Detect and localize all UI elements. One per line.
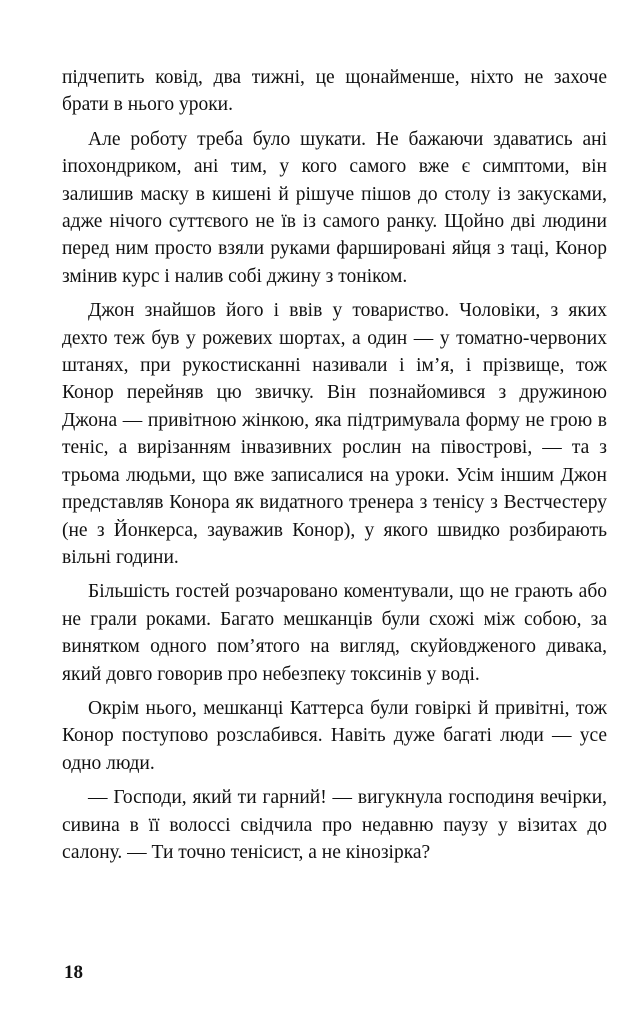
body-text (62, 64, 607, 866)
paragraph: Джон знайшов його і ввів у товариство. Чоловіки, з яких дехто теж був у рожевих шортах, а один — у томатно-червоних штанях, при рукостисканні називали і ім’я, і прізвище, тож Конор перейняв цю звичку. Він познайомився з дружиною Джона — привітною жінкою, яка підтримувала форму не грою в теніс, а вирізанням інвазивних рослин на півострові, — та з трьома людьми, що вже записалися на уроки. Усім іншим Джон представляв Конора як видатного тренера з тенісу з Вестчестеру (не з Йонкерса, зауважив Конор), у якого швидко розбирають вільні години. (62, 300, 607, 568)
paragraph-dialogue: — Господи, який ти гарний! — вигукнула господиня вечірки, сивина в її волоссі свідчила про недавню паузу у візитах до салону. — Ти точно тенісист, а не кінозірка? (62, 787, 607, 863)
page-number: 18 (64, 962, 83, 983)
paragraph: Більшість гостей розчаровано коментували, що не грають або не грали роками. Багато мешканців були схожі між собою, за винятком одного пом’ятого на вигляд, скуйовдженого дивака, який довго говорив про небезпеку токсинів у воді. (62, 581, 607, 685)
paragraph: Але роботу треба було шукати. Не бажаючи здаватись ані іпохондриком, ані тим, у кого самого вже є симптоми, він залишив маску в кишені й рішуче пішов до столу із закусками, адже нічого суттєвого не їв із самого ранку. Щойно дві людини перед ним просто взяли руками фаршировані яйця з таці, Конор змінив курс і налив собі джину з тоніком. (62, 128, 607, 287)
paragraph-continuation: підчепить ковід, два тижні, це щонайменше, ніхто не захоче брати в нього уроки. (62, 67, 607, 116)
paragraph: Окрім нього, мешканці Каттерса були говіркі й привітні, тож Конор поступово розслабився. Навіть дуже багаті люди — усе одно люди. (62, 697, 607, 774)
